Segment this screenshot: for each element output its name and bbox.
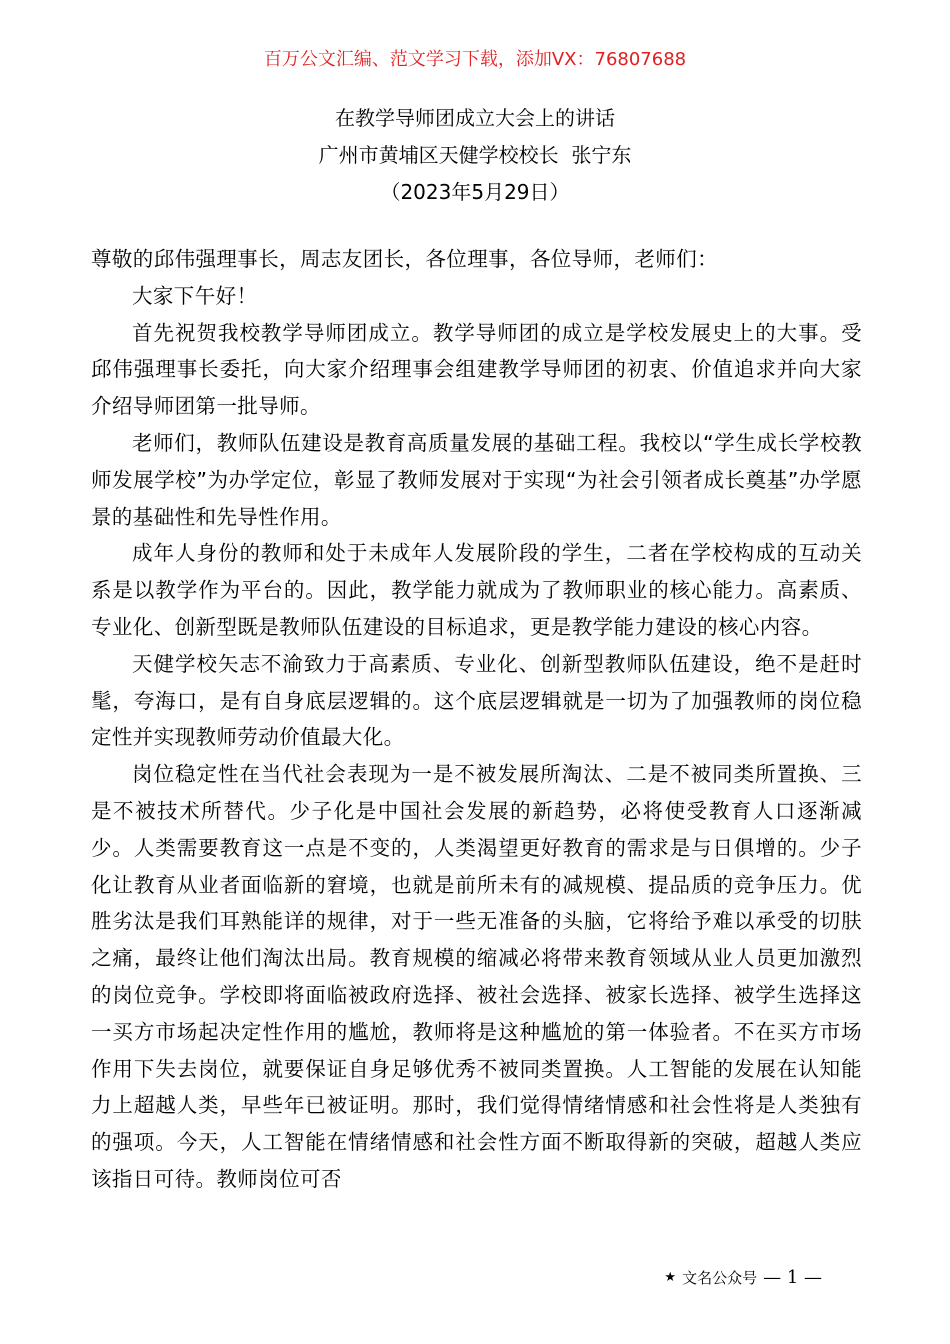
watermark-banner: 百万公文汇编、范文学习下载，添加VX：76807688 — [263, 49, 687, 70]
speech-title: 在教学导师团成立大会上的讲话 — [335, 106, 615, 130]
speech-body — [91, 241, 862, 1198]
page-footer — [664, 1266, 822, 1290]
page-number: — 1 — — [763, 1267, 822, 1288]
paragraph: 天健学校矢志不渝致力于高素质、专业化、创新型教师队伍建设，绝不是赶时髦，夸海口，是有自身底层逻辑的。这个底层逻辑就是一切为了加强教师的岗位稳定性并实现教师劳动价值最大化。 — [91, 651, 862, 750]
salutation: 尊敬的邱伟强理事长，周志友团长，各位理事，各位导师，老师们： — [91, 247, 718, 271]
heading-block — [0, 100, 950, 211]
footer-label: 文名公众号 — [682, 1269, 758, 1287]
speech-author: 广州市黄埔区天健学校校长 张宁东 — [318, 143, 632, 167]
star-icon: ★ — [664, 1270, 677, 1285]
paragraph-greeting: 大家下午好！ — [132, 283, 258, 308]
speech-date: （2023年5月29日） — [380, 180, 570, 204]
paragraph: 老师们，教师队伍建设是教育高质量发展的基础工程。我校以“学生成长学校教师发展学校”为办学定位，彰显了教师发展对于实现“为社会引领者成长奠基”办学愿景的基础性和先导性作用。 — [91, 430, 862, 529]
paragraph: 首先祝贺我校教学导师团成立。教学导师团的成立是学校发展史上的大事。受邱伟强理事长委托，向大家介绍理事会组建教学导师团的初衷、价值追求并向大家介绍导师团第一批导师。 — [91, 320, 862, 419]
paragraph: 岗位稳定性在当代社会表现为一是不被发展所淘汰、二是不被同类所置换、三是不被技术所替代。少子化是中国社会发展的新趋势，必将使受教育人口逐渐减少。人类需要教育这一点是不变的，人类渴望更好教育的需求是与日俱增的。少子化让教育从业者面临新的窘境，也就是前所未有的减规模、提品质的竞争压力。优胜劣汰是我们耳熟能详的规律，对于一些无准备的头脑，它将给予难以承受的切肤之痛，最终让他们淘汰出局。教育规模的缩减必将带来教育领域从业人员更加激烈的岗位竞争。学校即将面临被政府选择、被社会选择、被家长选择、被学生选择这一买方市场起决定性作用的尴尬，教师将是这种尴尬的第一体验者。不在买方市场作用下失去岗位，就要保证自身足够优秀不被同类置换。人工智能的发展在认知能力上超越人类，早些年已被证明。那时，我们觉得情绪情感和社会性将是人类独有的强项。今天，人工智能在情绪情感和社会性方面不断取得新的突破，超越人类应该指日可待。教师岗位可否 — [91, 762, 862, 1191]
paragraph: 成年人身份的教师和处于未成年人发展阶段的学生，二者在学校构成的互动关系是以教学作为平台的。因此，教学能力就成为了教师职业的核心能力。高素质、专业化、创新型既是教师队伍建设的目标追求，更是教学能力建设的核心内容。 — [91, 541, 862, 639]
